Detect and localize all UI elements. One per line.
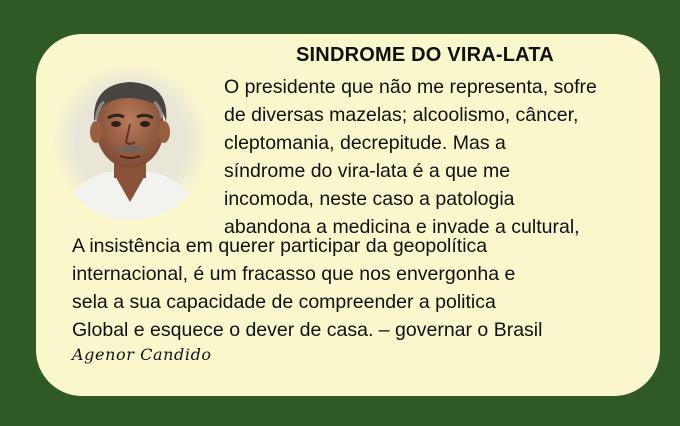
text-line: abandona a medicina e invade a cultural,	[224, 216, 580, 238]
title: SINDROME DO VIRA-LATA	[296, 44, 554, 66]
text-line: O presidente que não me representa, sofre	[224, 76, 597, 98]
text-line: sela a sua capacidade de compreender a politica	[72, 291, 496, 313]
portrait-photo	[52, 62, 210, 220]
text-line: de diversas mazelas; alcoolismo, câncer,	[224, 104, 579, 126]
text-line: síndrome do vira-lata é a que me	[224, 160, 511, 182]
text-line: Global e esquece o dever de casa. – governar o Brasil	[72, 319, 543, 341]
text-line: cleptomania, decrepitude. Mas a	[224, 132, 506, 154]
text-line: A insistência em querer participar da geopolítica	[72, 235, 488, 257]
signature: Agenor Candido	[72, 345, 212, 364]
text-line: internacional, é um fracasso que nos envergonha e	[72, 263, 516, 285]
text-line: incomoda, neste caso a patologia	[224, 188, 515, 210]
